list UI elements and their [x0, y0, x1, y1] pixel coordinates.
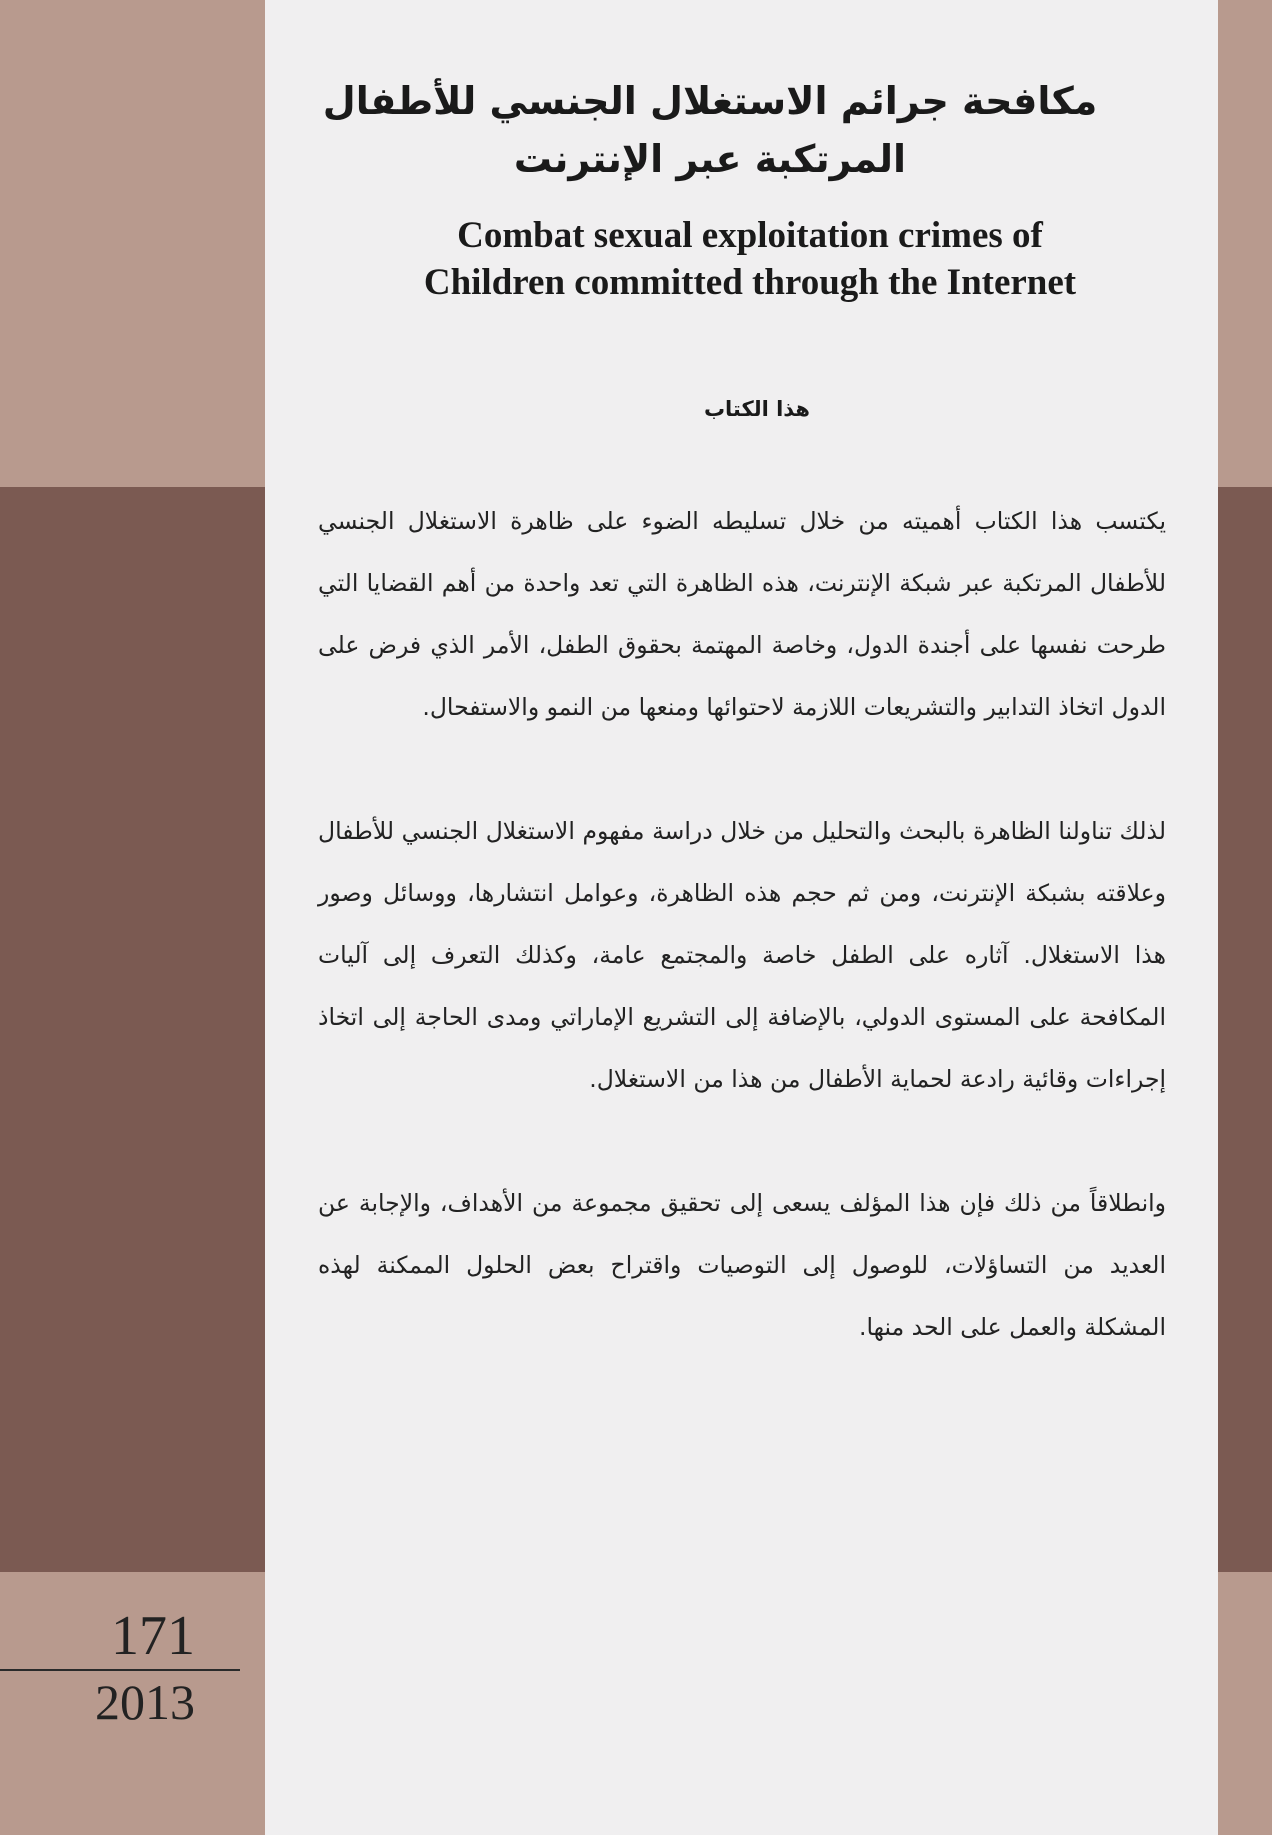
description-paragraph-2: لذلك تناولنا الظاهرة بالبحث والتحليل من خلال دراسة مفهوم الاستغلال الجنسي للأطفال وعلاقته بشبكة الإنترنت، ومن ثم حجم هذه الظاهرة، وعوامل انتشارها، ووسائل وصور هذا الاستغلال. آثاره على الطفل خاصة والمجتمع عامة، وكذلك التعرف إلى آليات المكافحة على المستوى الدولي، بالإضافة إلى التشريع الإماراتي ومدى الحاجة إلى اتخاذ إجراءات وقائية رادعة لحماية الأطفال من هذا من الاستغلال. [318, 817, 1166, 1093]
arabic-title [320, 72, 1100, 188]
english-title-line-2: Children committed through the Internet [423, 262, 1077, 303]
description-paragraph-1: يكتسب هذا الكتاب أهميته من خلال تسليطه الضوء على ظاهرة الاستغلال الجنسي للأطفال المرتكبة عبر شبكة الإنترنت، هذه الظاهرة التي تعد واحدة من أهم القضايا التي طرحت نفسها على أجندة الدول، وخاصة المهتمة بحقوق الطفل، الأمر الذي فرض على الدول اتخاذ التدابير والتشريعات اللازمة لاحتوائها ومنعها من النمو والاستفحال. [318, 507, 1166, 721]
english-title [320, 212, 1180, 306]
section-heading: هذا الكتاب [703, 397, 810, 421]
english-title-line-1: Combat sexual exploitation crimes of [457, 215, 1043, 256]
issue-info [40, 1605, 240, 1731]
description-paragraph-3: وانطلاقاً من ذلك فإن هذا المؤلف يسعى إلى تحقيق مجموعة من الأهداف، والإجابة عن العديد من التساؤلات، للوصول إلى التوصيات واقتراح بعض الحلول الممكنة لهذه المشكلة والعمل على الحد منها. [318, 1189, 1166, 1341]
issue-year: 2013 [95, 1674, 195, 1730]
arabic-title-line-2: المرتكبة عبر الإنترنت [513, 137, 907, 181]
issue-divider [0, 1669, 240, 1671]
arabic-title-line-1: مكافحة جرائم الاستغلال الجنسي للأطفال [322, 79, 1098, 123]
description-body [318, 490, 1166, 1420]
issue-number: 171 [111, 1605, 195, 1667]
